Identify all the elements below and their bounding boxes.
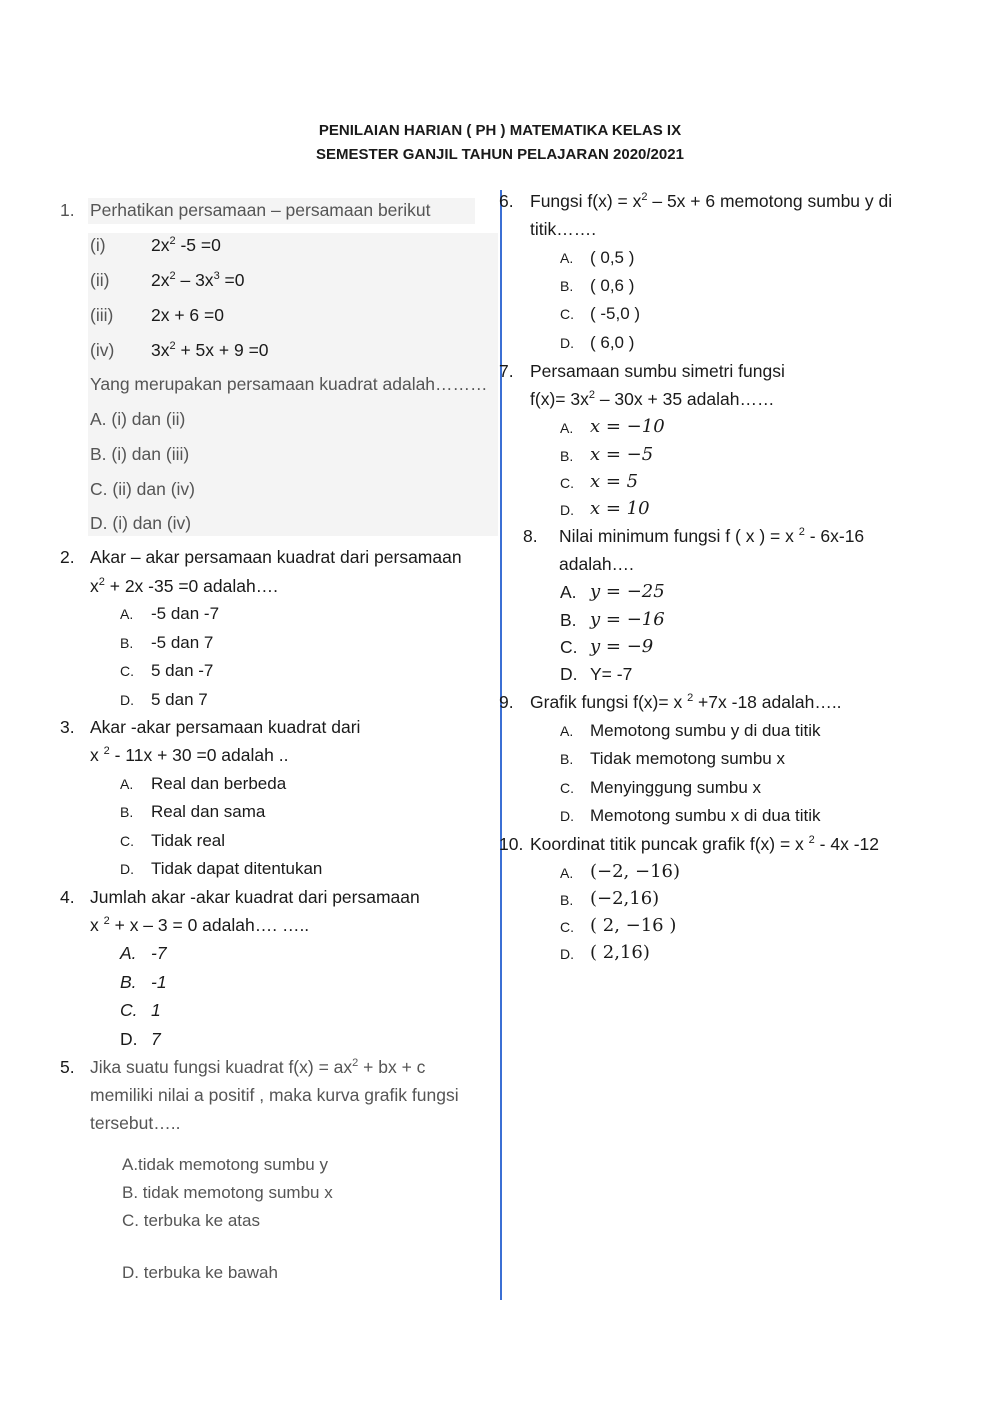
q6-option-d-label: D. — [560, 335, 574, 351]
q3-option-b-label: B. — [120, 804, 134, 820]
q8-option-b[interactable]: y = −16 — [590, 609, 665, 630]
q8-prompt: Nilai minimum fungsi f ( x ) = x $^2$ - 6x-16 — [559, 526, 865, 546]
q8-option-c[interactable]: y = −9 — [590, 636, 654, 657]
q2-option-b[interactable]: -5 dan 7 — [151, 633, 214, 652]
q7-prompt: Persamaan sumbu simetri fungsi — [530, 361, 785, 381]
q5-prompt-line-2: memiliki nilai a positif , maka kurva grafik fungsi — [90, 1085, 459, 1105]
q4-equation: x $^2$ + x – 3 = 0 adalah…. ….. — [90, 915, 310, 935]
q1-eq-label: (i) — [90, 235, 106, 255]
title-line-2: SEMESTER GANJIL TAHUN PELAJARAN 2020/2021 — [316, 146, 684, 163]
q10-option-c[interactable]: ( 2, −16 ) — [590, 915, 677, 936]
q1-option-d[interactable]: D. (i) dan (iv) — [90, 513, 192, 533]
q6-prompt: Fungsi $f(x) = x^2 - 5x + 6$ memotong sumbu y di — [530, 191, 893, 211]
q3-number: 3. — [60, 717, 75, 737]
q3-option-c-label: C. — [120, 833, 134, 849]
q1-prompt: Perhatikan persamaan – persamaan berikut — [90, 200, 431, 220]
q9-option-a[interactable]: Memotong sumbu y di dua titik — [590, 721, 821, 740]
q10-option-a-label: A. — [560, 865, 574, 881]
q8-option-c-label: C. — [560, 637, 578, 657]
q1-option-b[interactable]: B. (i) dan (iii) — [90, 444, 190, 464]
q7-option-a[interactable]: x = −10 — [590, 416, 665, 437]
q4-number: 4. — [60, 887, 75, 907]
q8-number: 8. — [523, 526, 538, 546]
q9-option-c-label: C. — [560, 780, 574, 796]
q4-option-d-label: D. — [120, 1029, 138, 1049]
q6-option-b-label: B. — [560, 278, 574, 294]
q9-prompt: Grafik fungsi f(x)= x $^2$ +7x -18 adalah….. — [530, 692, 842, 712]
q10-option-a[interactable]: (−2, −16) — [590, 861, 681, 882]
q9-option-c[interactable]: Menyinggung sumbu x — [590, 778, 762, 797]
q7-option-c-label: C. — [560, 475, 574, 491]
q5-option-c[interactable]: C. terbuka ke atas — [122, 1211, 260, 1230]
q6-option-a-label: A. — [560, 250, 574, 266]
q2-equation: $x^2 + 2x$ -35 =0 adalah…. — [90, 576, 279, 596]
q9-option-d[interactable]: Memotong sumbu x di dua titik — [590, 806, 821, 825]
q8-prompt-line-2: adalah…. — [559, 554, 634, 574]
q3-option-a[interactable]: Real dan berbeda — [151, 774, 287, 793]
q8-option-a[interactable]: y = −25 — [590, 581, 665, 602]
q8-option-d-label: D. — [560, 664, 578, 684]
q3-equation: x $^2$ - 11x + 30 =0 adalah .. — [90, 745, 289, 765]
q6-prompt-line-2: titik……. — [530, 219, 597, 239]
q7-option-b[interactable]: x = −5 — [590, 444, 654, 465]
q1-option-c[interactable]: C. (ii) dan (iv) — [90, 479, 196, 499]
q2-option-a-label: A. — [120, 606, 134, 622]
q10-option-d-label: D. — [560, 946, 574, 962]
q1-equation: $2x^2$ -5 =0 — [151, 235, 221, 255]
q1-number: 1. — [60, 200, 75, 220]
q2-option-c[interactable]: 5 dan -7 — [151, 661, 214, 680]
q3-option-d[interactable]: Tidak dapat ditentukan — [151, 859, 323, 878]
q5-option-d[interactable]: D. terbuka ke bawah — [122, 1263, 278, 1282]
column-divider — [500, 190, 502, 1300]
q10-option-b[interactable]: (−2,16) — [590, 888, 660, 909]
title-line-1: PENILAIAN HARIAN ( PH ) MATEMATIKA KELAS IX — [318, 122, 682, 139]
q1-equation: $2x^2 - 3x^3 =0$ — [151, 270, 245, 290]
q1-eq-label: (ii) — [90, 270, 110, 290]
q4-option-a-label: A. — [120, 943, 137, 963]
q7-number: 7. — [499, 361, 514, 381]
q6-option-c[interactable]: ( -5,0 ) — [590, 304, 641, 323]
q10-option-d[interactable]: ( 2,16) — [590, 942, 650, 963]
q1-equation: 2x + 6 =0 — [151, 305, 224, 325]
q2-option-c-label: C. — [120, 663, 134, 679]
q9-option-b-label: B. — [560, 751, 574, 767]
q8-option-d[interactable]: Y= -7 — [590, 664, 633, 684]
q7-option-a-label: A. — [560, 420, 574, 436]
q2-option-b-label: B. — [120, 635, 134, 651]
q9-option-d-label: D. — [560, 808, 574, 824]
q4-option-b-label: B. — [120, 972, 137, 992]
q7-option-d[interactable]: x = 10 — [590, 498, 650, 519]
q3-option-b[interactable]: Real dan sama — [151, 802, 266, 821]
q10-option-c-label: C. — [560, 919, 574, 935]
q8-option-a-label: A. — [560, 582, 577, 602]
q2-option-d-label: D. — [120, 692, 134, 708]
q7-option-b-label: B. — [560, 448, 574, 464]
q5-option-b[interactable]: B. tidak memotong sumbu x — [122, 1183, 333, 1202]
q1-question: Yang merupakan persamaan kuadrat adalah……… — [90, 374, 488, 394]
q3-option-a-label: A. — [120, 776, 134, 792]
q5-number: 5. — [60, 1057, 75, 1077]
q6-option-d[interactable]: ( 6,0 ) — [590, 333, 635, 352]
q2-prompt: Akar – akar persamaan kuadrat dari persamaan — [90, 547, 462, 567]
q8-option-b-label: B. — [560, 610, 577, 630]
q5-prompt-line-1: Jika suatu fungsi kuadrat $f(x) = ax^2$ + bx + c — [90, 1057, 426, 1077]
q3-prompt: Akar -akar persamaan kuadrat dari — [90, 717, 361, 737]
q2-option-a[interactable]: -5 dan -7 — [151, 604, 220, 623]
q1-equation: $3x^2 + 5x + 9 =0$ — [151, 340, 269, 360]
q6-number: 6. — [499, 191, 514, 211]
q4-option-d[interactable]: 7 — [151, 1029, 161, 1049]
q7-option-c[interactable]: x = 5 — [590, 471, 639, 492]
q1-eq-label: (iv) — [90, 340, 115, 360]
q5-prompt-line-3: tersebut….. — [90, 1113, 181, 1133]
q9-option-a-label: A. — [560, 723, 574, 739]
q2-option-d[interactable]: 5 dan 7 — [151, 690, 208, 709]
q5-option-a[interactable]: A.tidak memotong sumbu y — [122, 1155, 328, 1174]
q4-option-c-label: C. — [120, 1000, 138, 1020]
q4-option-a[interactable]: -7 — [151, 943, 167, 963]
q6-option-c-label: C. — [560, 306, 574, 322]
q4-option-c[interactable]: 1 — [151, 1000, 161, 1020]
q10-option-b-label: B. — [560, 892, 574, 908]
q10-number: 10. — [499, 834, 524, 854]
q7-equation: $f(x)= 3x^2 - 30x + 35$ adalah…… — [530, 389, 775, 409]
q4-option-b[interactable]: -1 — [151, 972, 167, 992]
q6-option-b[interactable]: ( 0,6 ) — [590, 276, 635, 295]
q4-prompt: Jumlah akar -akar kuadrat dari persamaan — [90, 887, 420, 907]
q1-option-a[interactable]: A. (i) dan (ii) — [90, 409, 186, 429]
q6-option-a[interactable]: ( 0,5 ) — [590, 248, 635, 267]
q10-prompt: Koordinat titik puncak grafik f(x) = x $^2$ - 4x -12 — [530, 834, 879, 854]
q9-number: 9. — [499, 692, 514, 712]
q3-option-d-label: D. — [120, 861, 134, 877]
q7-option-d-label: D. — [560, 502, 574, 518]
q9-option-b[interactable]: Tidak memotong sumbu x — [590, 749, 785, 768]
q3-option-c[interactable]: Tidak real — [151, 831, 226, 850]
q2-number: 2. — [60, 547, 75, 567]
q1-eq-label: (iii) — [90, 305, 114, 325]
